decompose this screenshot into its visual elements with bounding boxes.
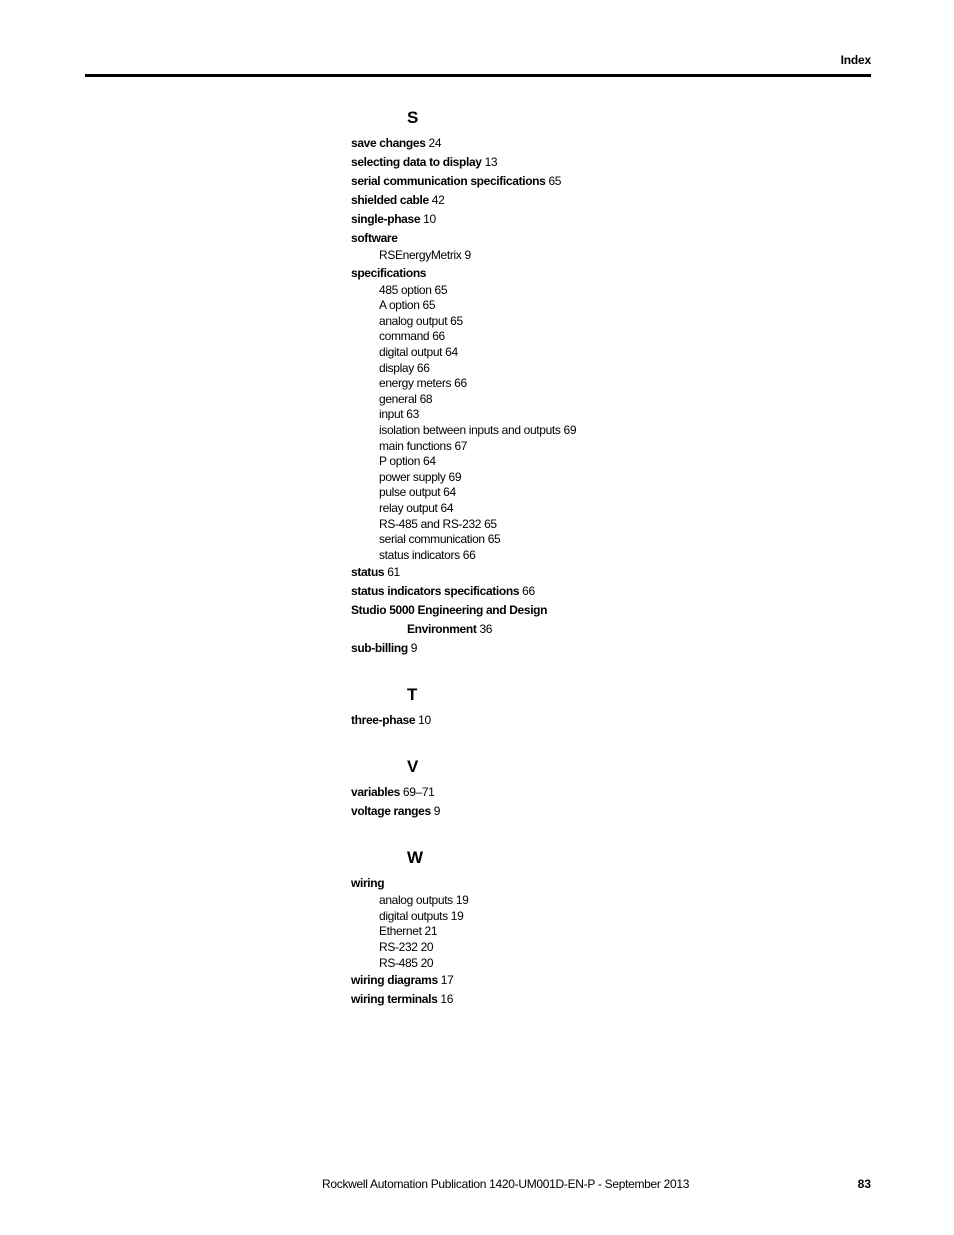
- index-subentry: isolation between inputs and outputs 69: [379, 422, 577, 437]
- index-subentry: status indicators 66: [379, 547, 476, 562]
- entry-page: 36: [479, 622, 493, 637]
- index-entry: [351, 874, 681, 893]
- index-subentry: analog outputs 19: [379, 893, 469, 908]
- entry-page: 17: [440, 973, 454, 988]
- index-entry: [351, 134, 681, 153]
- index-section-s: [351, 108, 681, 658]
- entry-term: voltage ranges: [351, 804, 431, 819]
- entry-page: 42: [431, 193, 445, 207]
- index-entry: [351, 153, 681, 172]
- entry-term: sub-billing: [351, 641, 408, 656]
- entry-term: single-phase: [351, 212, 421, 226]
- section-letter: T: [407, 685, 418, 705]
- index-entry: [351, 601, 681, 620]
- entry-term: status indicators specifications: [351, 584, 520, 599]
- index-subentry: 485 option 65: [379, 282, 448, 297]
- entry-page: 9: [410, 641, 418, 656]
- entry-term: selecting data to display: [351, 155, 482, 169]
- entry-term: save changes: [351, 136, 426, 150]
- index-section-w: [351, 848, 681, 1009]
- index-subentry: power supply 69: [379, 469, 462, 484]
- entry-term: Studio 5000 Engineering and Design: [351, 603, 548, 618]
- index-entry: [351, 191, 681, 210]
- entry-term: specifications: [351, 265, 427, 280]
- index-section-t: [351, 685, 681, 730]
- entry-term: software: [351, 231, 398, 245]
- index-entry: [351, 990, 681, 1009]
- index-entry-continuation: [351, 620, 681, 639]
- index-subentry: serial communication 65: [379, 532, 501, 547]
- footer-page-number: 83: [857, 1177, 871, 1191]
- entry-term: variables: [351, 785, 400, 800]
- footer-publication: Rockwell Automation Publication 1420-UM001D-EN-P - September 2013: [322, 1177, 690, 1191]
- index-entry: [351, 563, 681, 582]
- entry-page: 10: [423, 212, 436, 226]
- index-subentry: pulse output 64: [379, 485, 456, 500]
- index-entry: [351, 229, 681, 248]
- entry-page: 69–71: [402, 785, 435, 800]
- entry-page: 65: [548, 174, 562, 188]
- entry-term: three-phase: [351, 713, 416, 728]
- entry-term: status: [351, 565, 385, 580]
- index-subentry: command 66: [379, 329, 445, 344]
- index-entry: [351, 802, 681, 821]
- index-subentry: RS-485 20: [379, 955, 434, 970]
- entry-page: 24: [428, 136, 442, 150]
- index-entry: [351, 711, 681, 730]
- index-subentry: digital output 64: [379, 344, 458, 359]
- index-subentry: RSEnergyMetrix 9: [379, 248, 471, 262]
- entry-term: wiring terminals: [351, 992, 438, 1007]
- entry-page: 13: [484, 155, 498, 169]
- entry-term: wiring: [351, 876, 385, 891]
- running-header: Index: [840, 53, 871, 67]
- index-subentry: energy meters 66: [379, 376, 467, 391]
- entry-page: 9: [433, 804, 441, 819]
- entry-page: 61: [387, 565, 400, 580]
- index-subentry: P option 64: [379, 454, 436, 469]
- index-subentry: relay output 64: [379, 500, 454, 515]
- index-subentry: general 68: [379, 391, 433, 406]
- entry-page: 10: [418, 713, 431, 728]
- index-section-v: [351, 757, 681, 821]
- index-entry: [351, 210, 681, 229]
- index-entry: [351, 172, 681, 191]
- entry-term: wiring diagrams: [351, 973, 438, 988]
- index-entry: [351, 639, 681, 658]
- index-body: [351, 108, 681, 1036]
- index-entry: [351, 783, 681, 802]
- index-subentry: RS-232 20: [379, 940, 434, 955]
- entry-term: Environment: [407, 622, 477, 637]
- index-subentry: display 66: [379, 360, 430, 375]
- entry-term: serial communication specifications: [351, 174, 546, 188]
- entry-page: 16: [440, 992, 454, 1007]
- index-entry: [351, 971, 681, 990]
- index-subentry: main functions 67: [379, 438, 468, 453]
- section-letter: V: [407, 757, 418, 777]
- entry-page: 66: [522, 584, 535, 599]
- index-subentry: RS-485 and RS-232 65: [379, 516, 497, 531]
- index-subentry: Ethernet 21: [379, 924, 438, 939]
- index-entry: [351, 582, 681, 601]
- entry-term: shielded cable: [351, 193, 429, 207]
- section-letter: W: [407, 848, 423, 868]
- index-entry: [351, 264, 681, 283]
- index-subentry: digital outputs 19: [379, 908, 464, 923]
- section-letter: S: [407, 108, 418, 127]
- index-subentry: analog output 65: [379, 313, 463, 328]
- index-subentry: A option 65: [379, 298, 436, 313]
- header-rule: [85, 74, 871, 77]
- index-subentry: input 63: [379, 407, 419, 422]
